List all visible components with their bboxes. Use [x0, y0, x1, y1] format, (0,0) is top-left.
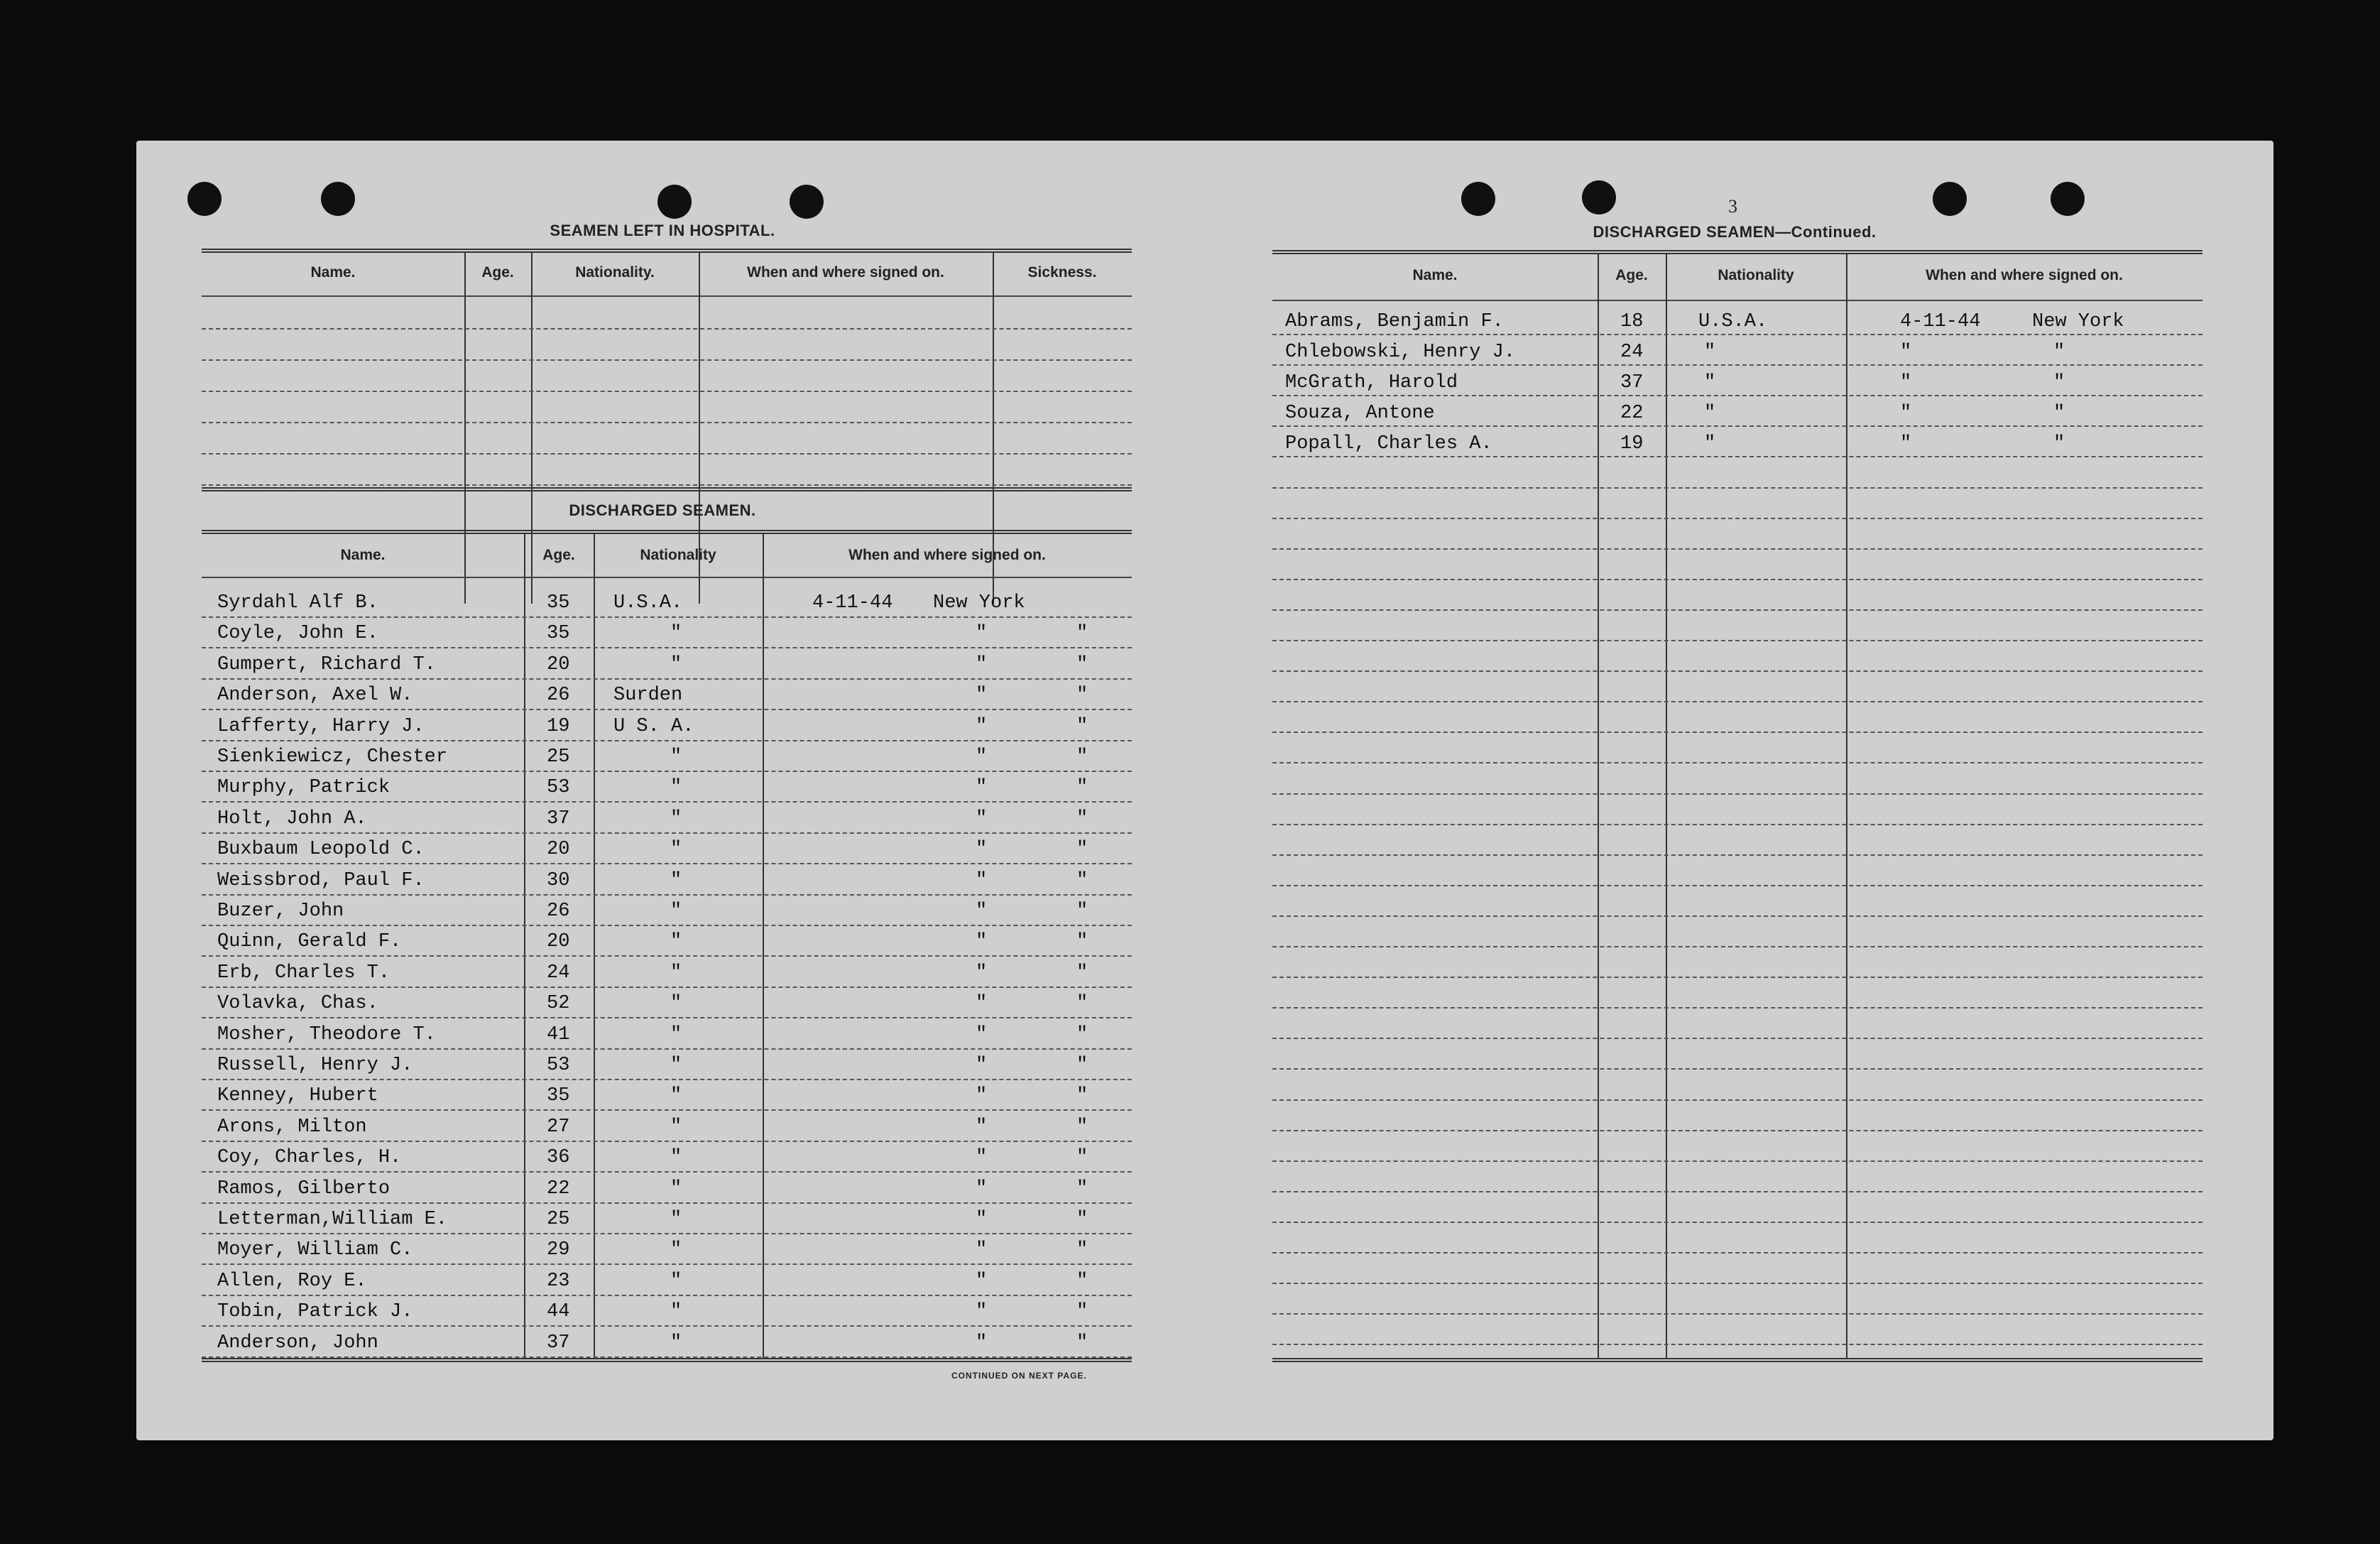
seaman-name: Letterman,William E.: [217, 1209, 448, 1230]
row-rule: [1272, 670, 2202, 672]
seaman-name: Anderson, Axel W.: [217, 685, 413, 707]
signed-on-date: ": [976, 839, 988, 861]
signed-on-place: ": [2053, 342, 2065, 364]
seaman-nationality: ": [670, 931, 682, 953]
seaman-name: Holt, John A.: [217, 808, 367, 830]
seaman-age: 36: [547, 1147, 570, 1169]
row-rule: [1272, 1191, 2202, 1192]
seaman-nationality: ": [1704, 342, 1716, 364]
row-rule: [1272, 824, 2202, 825]
signed-on-date: ": [976, 1239, 988, 1261]
col-header-signed-on: When and where signed on.: [747, 264, 944, 281]
seaman-age: 24: [1620, 342, 1644, 364]
row-rule: [1272, 701, 2202, 702]
row-rule: [1272, 1007, 2202, 1009]
seaman-age: 26: [547, 685, 570, 707]
col-header-age: Age.: [542, 547, 575, 563]
seaman-name: Abrams, Benjamin F.: [1285, 311, 1504, 332]
seaman-age: 35: [547, 1085, 570, 1107]
row-rule: [1272, 1068, 2202, 1070]
seaman-nationality: ": [670, 993, 682, 1015]
row-rule: [1272, 1130, 2202, 1131]
row-rule: [1272, 395, 2202, 396]
row-rule: [202, 1109, 1132, 1111]
punch-hole: [657, 185, 692, 219]
seaman-name: Coyle, John E.: [217, 623, 378, 645]
signed-on-place: ": [1076, 1301, 1088, 1323]
signed-on-place: ": [1076, 1239, 1088, 1261]
ledger-sheet: [136, 141, 2273, 1440]
row-rule: [1272, 854, 2202, 856]
seaman-age: 18: [1620, 311, 1644, 332]
seaman-name: Arons, Milton: [217, 1116, 367, 1138]
seaman-nationality: ": [670, 1239, 682, 1261]
row-rule: [202, 801, 1132, 803]
row-rule: [1272, 977, 2202, 978]
seaman-age: 27: [547, 1116, 570, 1138]
seaman-nationality: ": [1704, 403, 1716, 425]
signed-on-date: ": [976, 653, 988, 675]
row-rule: [1272, 1160, 2202, 1162]
col-header-signed-on: When and where signed on.: [848, 547, 1046, 563]
row-rule: [202, 647, 1132, 648]
seaman-nationality: ": [670, 623, 682, 645]
signed-on-place: ": [1076, 1085, 1088, 1107]
col-header-name: Name.: [340, 547, 386, 563]
row-rule: [202, 925, 1132, 926]
row-rule: [1272, 1099, 2202, 1101]
seaman-name: Sienkiewicz, Chester: [217, 746, 448, 768]
seaman-nationality: ": [670, 746, 682, 768]
seaman-name: Mosher, Theodore T.: [217, 1023, 436, 1045]
seaman-name: Lafferty, Harry J.: [217, 715, 425, 737]
seaman-name: Weissbrod, Paul F.: [217, 869, 425, 891]
seaman-nationality: ": [670, 839, 682, 861]
discharged-continued-title: DISCHARGED SEAMEN—Continued.: [1593, 223, 1877, 241]
signed-on-date: ": [1900, 403, 1912, 425]
seaman-nationality: ": [670, 1270, 682, 1292]
signed-on-date: ": [976, 1270, 988, 1292]
signed-on-date: ": [976, 685, 988, 707]
punch-hole: [2051, 182, 2085, 216]
signed-on-date: ": [976, 623, 988, 645]
discharged-table: [202, 530, 1132, 1368]
signed-on-date: ": [1900, 433, 1912, 455]
row-rule: [1272, 732, 2202, 733]
seaman-name: Anderson, John: [217, 1332, 378, 1354]
signed-on-place: ": [1076, 1178, 1088, 1200]
seaman-nationality: ": [670, 869, 682, 891]
signed-on-date: ": [976, 1055, 988, 1076]
row-rule: [1272, 487, 2202, 489]
seaman-nationality: ": [670, 901, 682, 922]
row-rule: [202, 986, 1132, 988]
row-rule: [202, 955, 1132, 957]
col-header-name: Name.: [1412, 267, 1458, 283]
seaman-nationality: U.S.A.: [1698, 311, 1768, 332]
row-rule: [1272, 425, 2202, 427]
row-rule: [202, 1325, 1132, 1327]
col-header-signed-on: When and where signed on.: [1926, 267, 2123, 283]
seaman-age: 41: [547, 1023, 570, 1045]
row-rule: [1272, 640, 2202, 641]
signed-on-date: 4-11-44: [1900, 311, 1981, 332]
seaman-age: 26: [547, 901, 570, 922]
row-rule: [202, 1295, 1132, 1296]
signed-on-date: ": [976, 1178, 988, 1200]
seaman-name: Buzer, John: [217, 901, 344, 922]
seaman-name: Kenney, Hubert: [217, 1085, 378, 1107]
row-rule: [1272, 762, 2202, 763]
signed-on-date: ": [976, 715, 988, 737]
signed-on-date: ": [976, 746, 988, 768]
row-rule: [202, 1233, 1132, 1234]
row-rule: [1272, 1038, 2202, 1039]
row-rule: [1272, 334, 2202, 335]
seaman-name: Volavka, Chas.: [217, 993, 378, 1015]
punch-hole: [1582, 180, 1616, 214]
signed-on-place: ": [1076, 1055, 1088, 1076]
signed-on-place: ": [1076, 1116, 1088, 1138]
signed-on-date: ": [976, 1332, 988, 1354]
row-rule: [1272, 793, 2202, 795]
row-rule: [1272, 946, 2202, 947]
seaman-age: 20: [547, 839, 570, 861]
row-rule: [1272, 1222, 2202, 1223]
seaman-nationality: U.S.A.: [613, 592, 683, 614]
row-rule: [202, 1141, 1132, 1142]
seaman-age: 44: [547, 1301, 570, 1323]
col-header-sickness: Sickness.: [1027, 264, 1097, 281]
seaman-name: McGrath, Harold: [1285, 372, 1458, 394]
row-rule: [202, 832, 1132, 834]
row-rule: [1272, 579, 2202, 580]
seaman-nationality: Surden: [613, 685, 683, 707]
row-rule: [202, 709, 1132, 710]
signed-on-place: ": [1076, 715, 1088, 737]
row-rule: [202, 740, 1132, 741]
row-rule: [1272, 1344, 2202, 1345]
seaman-age: 53: [547, 1055, 570, 1076]
signed-on-place: ": [1076, 653, 1088, 675]
seaman-nationality: U S. A.: [613, 715, 694, 737]
row-rule: [202, 894, 1132, 896]
row-rule: [1272, 456, 2202, 457]
seaman-age: 35: [547, 623, 570, 645]
signed-on-date: ": [976, 901, 988, 922]
col-header-nationality: Nationality: [1718, 267, 1794, 283]
seaman-nationality: ": [670, 1209, 682, 1230]
row-rule: [1272, 915, 2202, 917]
signed-on-place: ": [1076, 931, 1088, 953]
seaman-name: Chlebowski, Henry J.: [1285, 342, 1516, 364]
signed-on-date: ": [976, 869, 988, 891]
seaman-age: 30: [547, 869, 570, 891]
seaman-name: Souza, Antone: [1285, 403, 1435, 425]
signed-on-place: ": [1076, 993, 1088, 1015]
row-rule: [1272, 885, 2202, 886]
seaman-age: 52: [547, 993, 570, 1015]
seaman-age: 53: [547, 777, 570, 799]
signed-on-place: ": [2053, 403, 2065, 425]
col-header-age: Age.: [1615, 267, 1648, 283]
hospital-section-title: SEAMEN LEFT IN HOSPITAL.: [550, 222, 775, 239]
seaman-age: 37: [1620, 372, 1644, 394]
col-header-nationality: Nationality.: [575, 264, 655, 281]
seaman-nationality: ": [670, 808, 682, 830]
seaman-name: Gumpert, Richard T.: [217, 653, 436, 675]
seaman-nationality: ": [670, 1147, 682, 1169]
seaman-age: 37: [547, 808, 570, 830]
row-rule: [1272, 364, 2202, 366]
col-header-name: Name.: [310, 264, 356, 281]
signed-on-place: ": [1076, 1147, 1088, 1169]
punch-hole: [187, 182, 222, 216]
row-rule: [202, 1171, 1132, 1173]
seaman-age: 20: [547, 931, 570, 953]
seaman-name: Quinn, Gerald F.: [217, 931, 402, 953]
row-rule: [1272, 1252, 2202, 1254]
col-header-age: Age.: [481, 264, 514, 281]
seaman-age: 37: [547, 1332, 570, 1354]
signed-on-date: ": [1900, 372, 1912, 394]
row-rule: [202, 1202, 1132, 1204]
continued-footer: CONTINUED ON NEXT PAGE.: [951, 1371, 1087, 1381]
seaman-name: Moyer, William C.: [217, 1239, 413, 1261]
seaman-nationality: ": [1704, 433, 1716, 455]
seaman-name: Tobin, Patrick J.: [217, 1301, 413, 1323]
row-rule: [1272, 1313, 2202, 1315]
signed-on-place: ": [1076, 962, 1088, 984]
seaman-age: 24: [547, 962, 570, 984]
seaman-age: 22: [547, 1178, 570, 1200]
signed-on-place: ": [1076, 901, 1088, 922]
signed-on-date: ": [976, 931, 988, 953]
col-header-nationality: Nationality: [640, 547, 716, 563]
signed-on-place: New York: [933, 592, 1025, 614]
seaman-nationality: ": [670, 962, 682, 984]
page-number: 3: [1728, 196, 1737, 217]
punch-hole: [1461, 182, 1495, 216]
signed-on-date: ": [976, 1209, 988, 1230]
row-rule: [202, 616, 1132, 618]
signed-on-date: ": [976, 777, 988, 799]
seaman-age: 19: [547, 715, 570, 737]
punch-hole: [321, 182, 355, 216]
signed-on-place: ": [2053, 372, 2065, 394]
signed-on-place: ": [1076, 623, 1088, 645]
signed-on-date: ": [976, 1116, 988, 1138]
seaman-nationality: ": [670, 1085, 682, 1107]
row-rule: [202, 863, 1132, 864]
signed-on-date: ": [976, 993, 988, 1015]
seaman-name: Popall, Charles A.: [1285, 433, 1492, 455]
row-rule: [202, 1017, 1132, 1018]
seaman-nationality: ": [670, 1116, 682, 1138]
seaman-nationality: ": [670, 1055, 682, 1076]
seaman-name: Buxbaum Leopold C.: [217, 839, 425, 861]
seaman-age: 20: [547, 653, 570, 675]
signed-on-place: ": [1076, 746, 1088, 768]
row-rule: [202, 1357, 1132, 1358]
seaman-name: Erb, Charles T.: [217, 962, 391, 984]
punch-hole: [1933, 182, 1967, 216]
signed-on-place: ": [1076, 839, 1088, 861]
seaman-age: 23: [547, 1270, 570, 1292]
signed-on-place: ": [1076, 1209, 1088, 1230]
signed-on-place: ": [1076, 777, 1088, 799]
seaman-nationality: ": [670, 653, 682, 675]
row-rule: [1272, 609, 2202, 611]
seaman-name: Murphy, Patrick: [217, 777, 391, 799]
signed-on-place: New York: [2032, 311, 2124, 332]
row-rule: [1272, 548, 2202, 550]
row-rule: [202, 1079, 1132, 1080]
signed-on-place: ": [2053, 433, 2065, 455]
signed-on-date: ": [976, 808, 988, 830]
signed-on-place: ": [1076, 685, 1088, 707]
seaman-name: Ramos, Gilberto: [217, 1178, 391, 1200]
discharged-continued-table: [1272, 250, 2202, 1365]
row-rule: [202, 678, 1132, 680]
seaman-age: 35: [547, 592, 570, 614]
seaman-age: 25: [547, 746, 570, 768]
row-rule: [1272, 518, 2202, 519]
seaman-name: Russell, Henry J.: [217, 1055, 413, 1076]
signed-on-date: ": [976, 1147, 988, 1169]
discharged-section-title: DISCHARGED SEAMEN.: [569, 501, 756, 519]
seaman-nationality: ": [670, 1023, 682, 1045]
row-rule: [202, 1048, 1132, 1050]
seaman-age: 29: [547, 1239, 570, 1261]
seaman-age: 19: [1620, 433, 1644, 455]
row-rule: [202, 1263, 1132, 1265]
signed-on-date: ": [976, 962, 988, 984]
row-rule: [202, 771, 1132, 772]
signed-on-place: ": [1076, 1023, 1088, 1045]
row-rule: [1272, 1283, 2202, 1284]
seaman-nationality: ": [1704, 372, 1716, 394]
signed-on-date: ": [976, 1085, 988, 1107]
punch-hole: [790, 185, 824, 219]
signed-on-place: ": [1076, 869, 1088, 891]
seaman-age: 22: [1620, 403, 1644, 425]
signed-on-place: ": [1076, 808, 1088, 830]
signed-on-date: ": [1900, 342, 1912, 364]
seaman-name: Syrdahl Alf B.: [217, 592, 378, 614]
seaman-name: Allen, Roy E.: [217, 1270, 367, 1292]
seaman-age: 25: [547, 1209, 570, 1230]
seaman-name: Coy, Charles, H.: [217, 1147, 402, 1169]
signed-on-place: ": [1076, 1332, 1088, 1354]
seaman-nationality: ": [670, 1332, 682, 1354]
seaman-nationality: ": [670, 777, 682, 799]
signed-on-place: ": [1076, 1270, 1088, 1292]
seaman-nationality: ": [670, 1301, 682, 1323]
seaman-nationality: ": [670, 1178, 682, 1200]
signed-on-date: ": [976, 1301, 988, 1323]
signed-on-date: 4-11-44: [812, 592, 893, 614]
signed-on-date: ": [976, 1023, 988, 1045]
